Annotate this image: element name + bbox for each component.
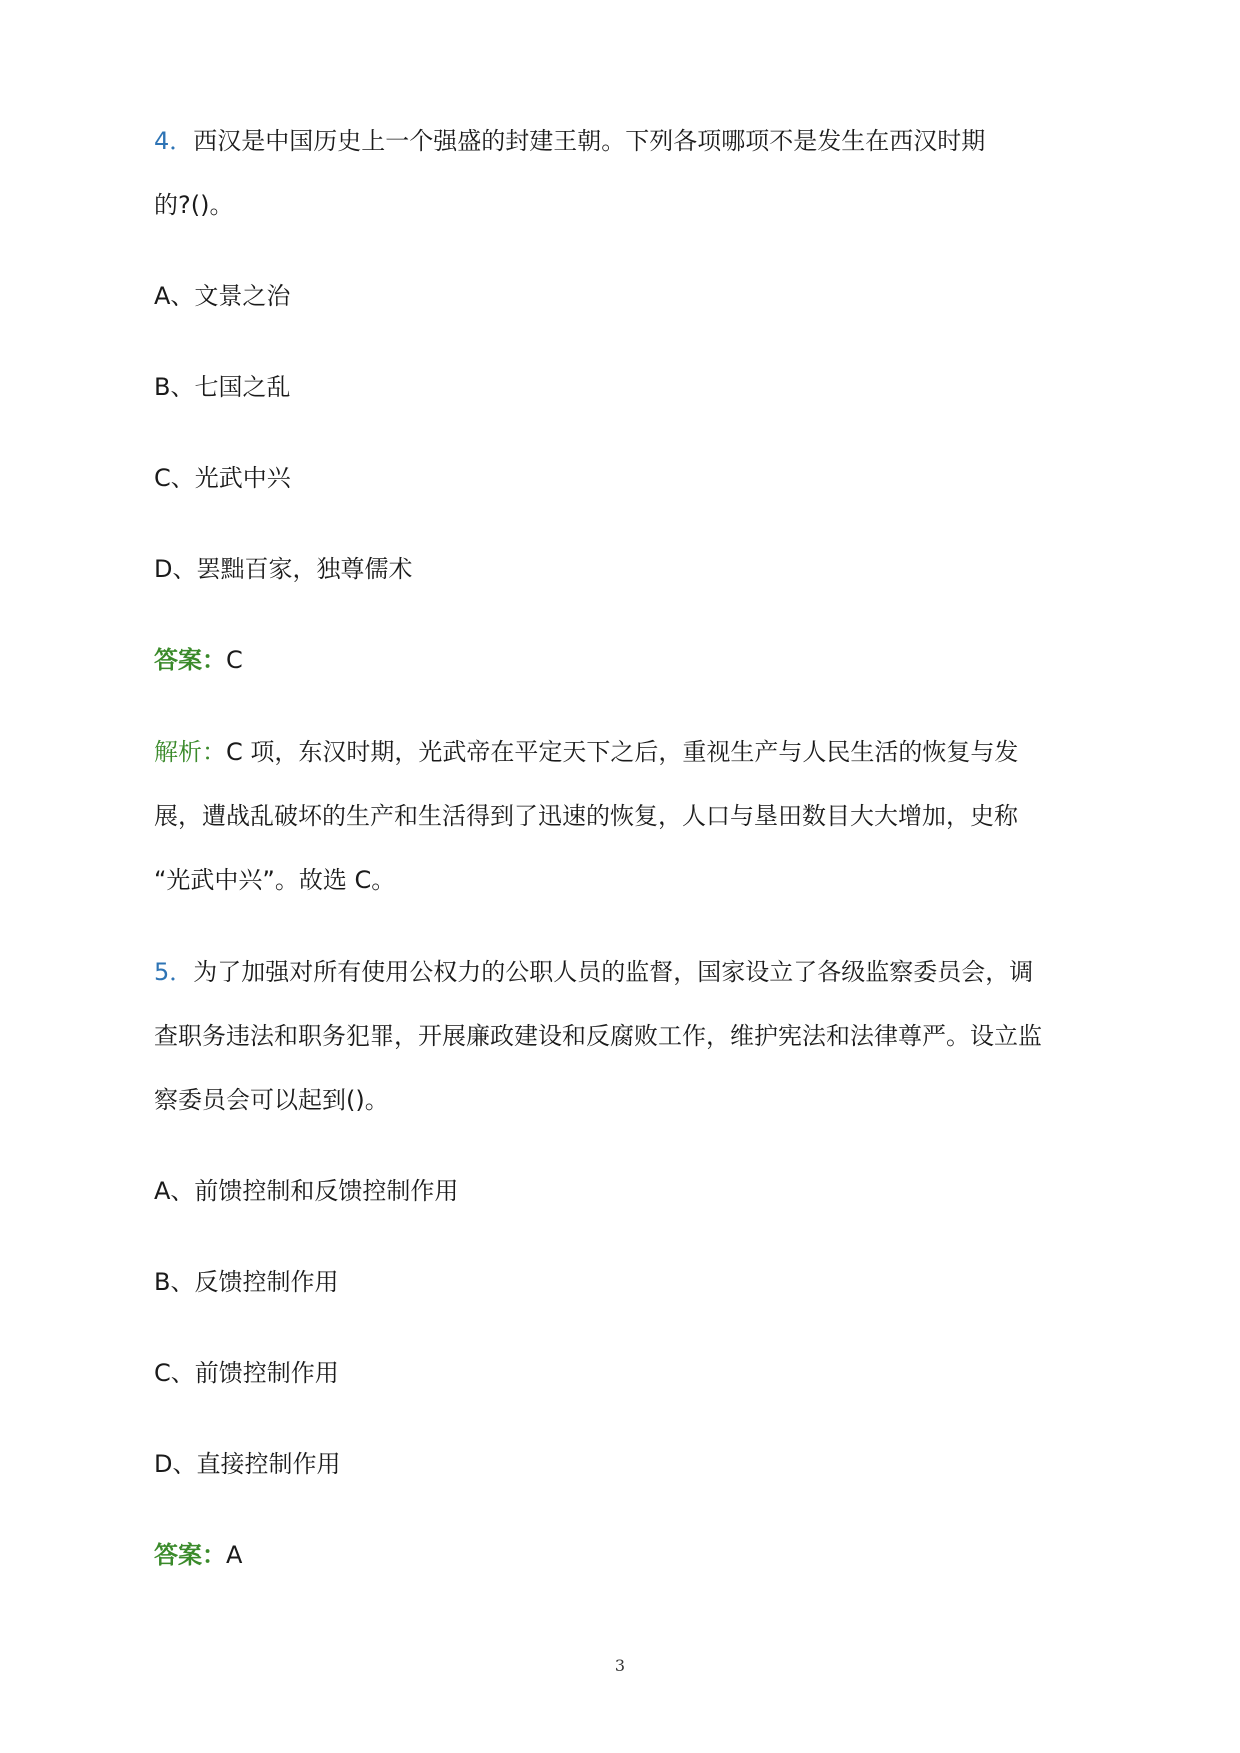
- answer-label: 答案：: [154, 646, 226, 674]
- question-4-explanation-line-2: 展，遭战乱破坏的生产和生活得到了迅速的恢复，人口与垦田数目大大增加，史称: [154, 802, 1018, 830]
- question-5-separator: ．: [169, 958, 194, 986]
- question-4-option-a: A、文景之治: [154, 282, 291, 310]
- question-4-explanation-line-3: “光武中兴”。故选 C。: [154, 866, 396, 894]
- question-5-option-c: C、前馈控制作用: [154, 1359, 339, 1387]
- answer-value: C: [226, 646, 243, 674]
- question-5-stem-line-3: 察委员会可以起到()。: [154, 1086, 389, 1114]
- question-5-option-d: D、直接控制作用: [154, 1450, 341, 1478]
- explanation-label: 解析：: [154, 738, 226, 766]
- question-5-stem-line-1: [154, 955, 1033, 989]
- question-5-stem-line-2: 查职务违法和职务犯罪，开展廉政建设和反腐败工作，维护宪法和法律尊严。设立监: [154, 1022, 1042, 1050]
- question-4-option-c: C、光武中兴: [154, 464, 291, 492]
- question-5-answer: [154, 1538, 242, 1572]
- question-4-stem-text-1: 西汉是中国历史上一个强盛的封建王朝。下列各项哪项不是发生在西汉时期: [193, 127, 986, 155]
- question-4-stem-line-2: [154, 188, 233, 222]
- question-5-stem-text-1: 为了加强对所有使用公权力的公职人员的监督，国家设立了各级监察委员会，调: [193, 958, 1034, 986]
- question-4-separator: ．: [169, 127, 194, 155]
- question-4-answer: [154, 643, 243, 677]
- explanation-text-1: C 项，东汉时期，光武帝在平定天下之后，重视生产与人民生活的恢复与发: [226, 738, 1019, 766]
- question-4-number: 4: [154, 127, 170, 155]
- page-number: 3: [614, 1656, 626, 1675]
- answer-label: 答案：: [154, 1541, 226, 1569]
- question-5-number: 5: [154, 958, 170, 986]
- question-4-stem-line-1: [154, 124, 985, 158]
- question-5-option-b: B、反馈控制作用: [154, 1268, 339, 1296]
- question-4-option-d: D、罢黜百家，独尊儒术: [154, 555, 413, 583]
- question-5-option-a: A、前馈控制和反馈控制作用: [154, 1177, 459, 1205]
- question-4-option-b: B、七国之乱: [154, 373, 291, 401]
- question-4-stem-text-2: 的?()。: [154, 191, 234, 219]
- question-4-explanation-line-1: [154, 735, 1018, 769]
- answer-value: A: [226, 1541, 243, 1569]
